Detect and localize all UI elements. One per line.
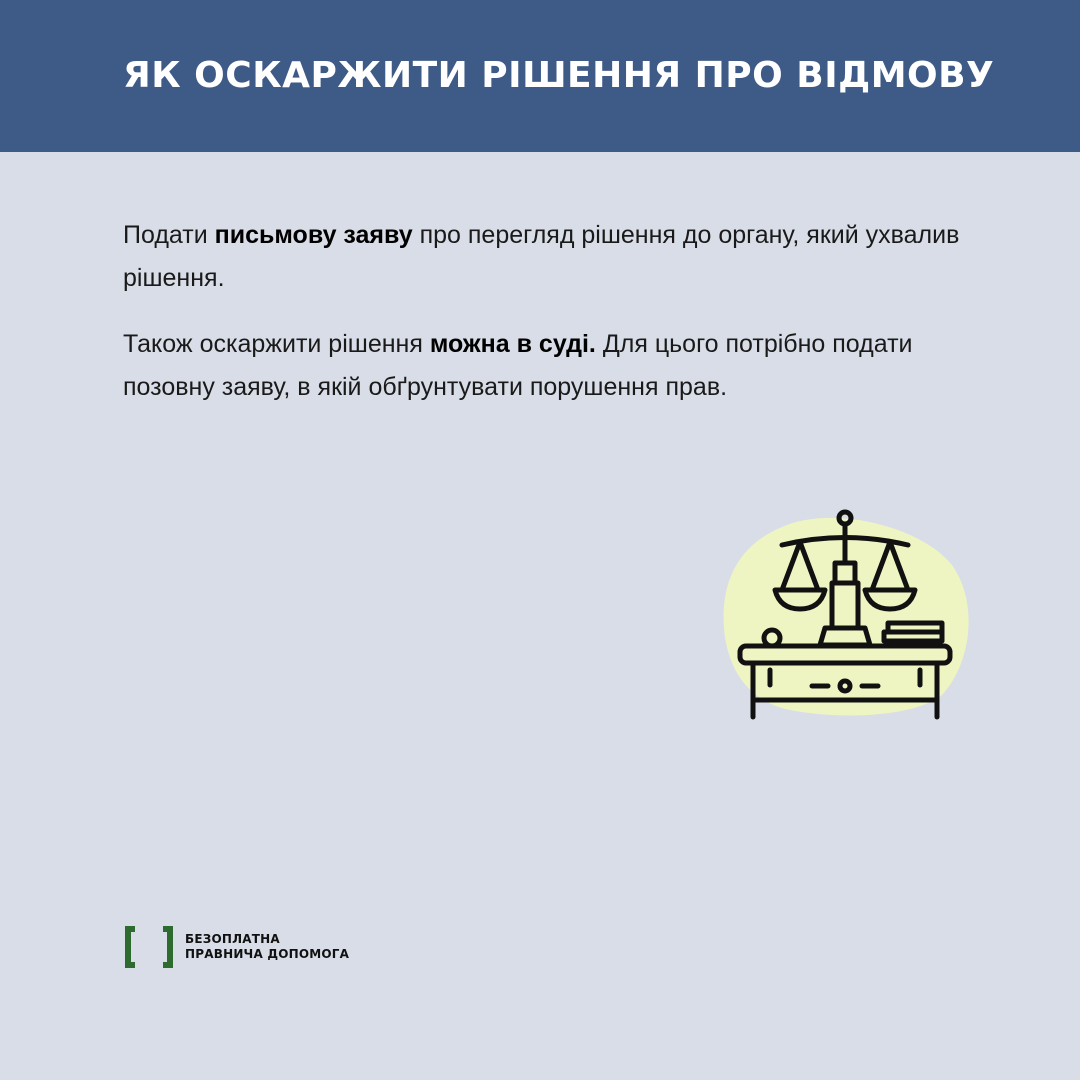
- paragraph-text: про перегляд рішення до органу, який ухвалив рішення.: [123, 221, 960, 292]
- paragraph-emphasis: письмову заяву: [214, 221, 413, 249]
- court-scales-icon: [720, 505, 970, 725]
- organization-logo: [123, 924, 349, 970]
- brackets-logo-icon: [123, 924, 175, 970]
- paragraph-text: Подати: [123, 221, 215, 249]
- paragraph-written-application: [123, 214, 963, 300]
- paragraph-court-appeal: [123, 323, 963, 409]
- logo-text: [185, 932, 349, 962]
- page-title: ЯК ОСКАРЖИТИ РІШЕННЯ ПРО ВІДМОВУ: [123, 55, 995, 96]
- content-body: [123, 214, 963, 409]
- paragraph-text: Також оскаржити рішення: [123, 330, 430, 358]
- paragraph-emphasis: можна в суді.: [429, 330, 596, 358]
- header-banner: [0, 0, 1080, 152]
- logo-line-2: ПРАВНИЧА ДОПОМОГА: [185, 947, 350, 961]
- logo-line-1: БЕЗОПЛАТНА: [185, 932, 280, 946]
- paragraph-text: Для цього потрібно подати позовну заяву, в якій обґрунтувати порушення прав.: [123, 330, 913, 401]
